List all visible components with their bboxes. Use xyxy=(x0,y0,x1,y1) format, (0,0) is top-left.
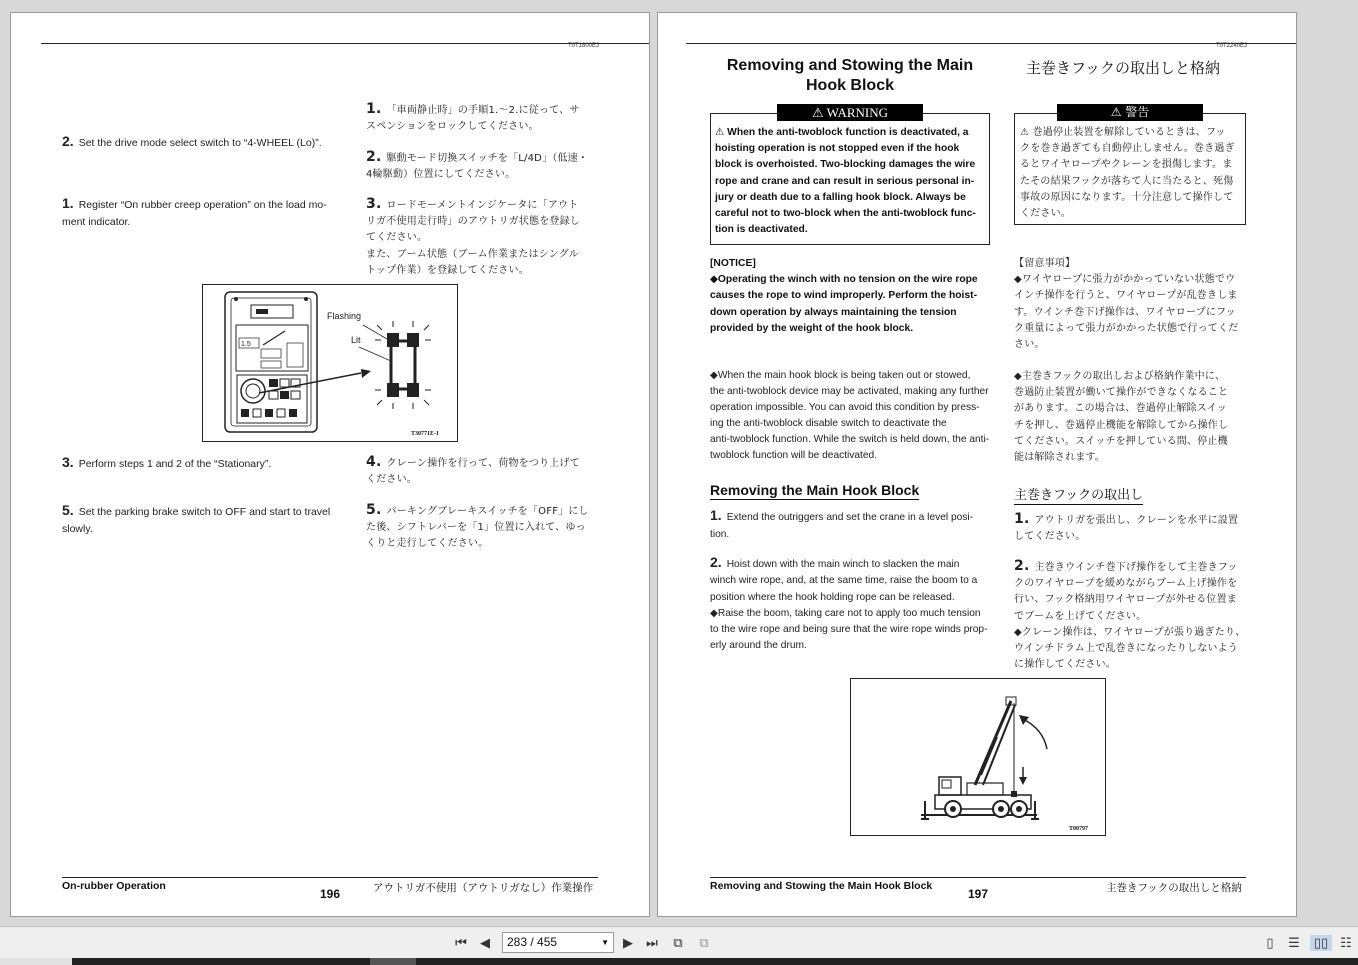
footer-rule xyxy=(710,877,1246,878)
page-title-en: Removing and Stowing the Main Hook Block xyxy=(726,57,974,94)
warning-label-jp: ⚠ 警告 xyxy=(1057,104,1203,121)
en-step-3: 3. Perform steps 1 and 2 of the “Stationary”. xyxy=(62,454,272,470)
warning-icon: ⚠ xyxy=(715,127,725,138)
page-number: 197 xyxy=(968,887,989,901)
page-number-input[interactable]: 283 / 455 ▼ xyxy=(502,932,614,953)
indicator-figure xyxy=(202,284,458,442)
crane-figure xyxy=(850,678,1106,836)
label-flashing: Flashing xyxy=(327,311,362,321)
warning-text-jp: ⚠ 巻過停止装置を解除しているときは、フッ クを巻き過ぎても自動停止しません。巻き過ぎ るとワイヤロープやクレーンを損傷します。ま たその結果フックが落ちて人に当たると、死傷 事故の原因になります。十分注意して操作して ください。 xyxy=(1020,127,1235,220)
facing-pages-icon[interactable]: ▯▯ xyxy=(1310,935,1332,951)
para-jp: ◆主巻きフックの取出しおよび格納作業中に、 巻過防止装置が働いて操作ができなくなること があります。この場合は、巻過停止解除スイッ チを押し、巻過停止機能を解除してから操作し てください。スイッチを押している間、停止機 能は解除されます。 xyxy=(1014,371,1229,464)
warning-icon: ⚠ xyxy=(811,105,824,120)
jp-step-2: 2. 駆動モード切換スイッチを「L/4D」（低速・ 4輪駆動）位置にしてください。 xyxy=(366,149,589,181)
continuous-icon[interactable]: ☰ xyxy=(1288,935,1300,950)
footer-rule xyxy=(62,877,598,878)
en-step-2: 2. Set the drive mode select switch to “4-WHEEL (Lo)”. xyxy=(62,133,322,149)
en-step-5: 5. Set the parking brake switch to OFF and start to travel slowly. xyxy=(62,502,331,535)
svg-text:1.5: 1.5 xyxy=(241,341,251,348)
step-2-jp: 2. 主巻きウインチ巻下げ操作をして主巻きフッ クのワイヤロープを緩めながらブーム上げ操作を 行い、フック格納用ワイヤロープが外せる位置ま でブームを上げてください。 ◆クレーン操作は、ワイヤロープが張り過ぎたり、 ウインチドラム上で乱巻きになったりしないよう に操作してください。 xyxy=(1014,558,1246,671)
left-page xyxy=(10,12,650,917)
next-view-icon[interactable]: ⧉ xyxy=(699,935,709,950)
notice-en: [NOTICE] ◆Operating the winch with no tension on the wire rope causes the rope to wind improperly. Perform the hoist- down operation by always maintaining the tension provided by the weight of the hook block. xyxy=(710,258,978,334)
notice-jp: 【留意事項】 ◆ワイヤロープに張力がかかっていない状態でウ インチ操作を行うと、ワイヤロープが乱巻きしま す。ウインチ巻下げ操作は、ワイヤロープにフッ ク重量によって張力がかかった状態で行ってくだ さい。 xyxy=(1014,258,1239,351)
header-rule xyxy=(41,43,649,44)
single-page-icon[interactable]: ▯ xyxy=(1266,935,1274,950)
header-rule xyxy=(686,43,1297,44)
warning-icon: ⚠ xyxy=(1020,127,1030,138)
figure-code: T30771E-1 xyxy=(411,431,440,437)
footer-left: Removing and Stowing the Main Hook Block xyxy=(710,880,933,892)
jp-step-4: 4. クレーン操作を行って、荷物をつり上げて ください。 xyxy=(366,454,580,486)
footer-right: 主巻きフックの取出しと格納 xyxy=(1106,882,1242,894)
step-1-jp: 1. アウトリガを張出し、クレーンを水平に設置 してください。 xyxy=(1014,511,1239,543)
en-step-1: 1. Register “On rubber creep operation” on the load mo- ment indicator. xyxy=(62,195,327,228)
indicator-diagram xyxy=(203,285,457,441)
scrollbar-thumb[interactable] xyxy=(370,958,416,965)
crane-diagram xyxy=(851,679,1105,835)
jp-step-5: 5. パーキングブレーキスイッチを「OFF」にし た後、シフトレバーを「1」位置に入れて、ゆっ くりと走行してください。 xyxy=(366,502,589,550)
continuous-facing-icon[interactable]: ☷ xyxy=(1340,935,1352,950)
warning-text-en: ⚠ When the anti-twoblock function is deactivated, a hoisting operation is not stopped even if the hook block is overhoisted. Two-blocking damages the wire rope and crane and can result in serious personal in- jury or death due to a falling hook block. Always be careful not to two-block when the anti-twoblock func- tion is deactivated. xyxy=(715,127,976,236)
page-title-jp: 主巻きフックの取出しと格納 xyxy=(1026,59,1220,77)
step-1-en: 1. Extend the outriggers and set the crane in a level posi- tion. xyxy=(710,507,974,540)
footer-right: アウトリガ不使用（アウトリガなし）作業操作 xyxy=(373,882,594,894)
step-2-en: 2. Hoist down with the main winch to slacken the main winch wire rope, and, at the same time, raise the boom to a position where the hook holding rope can be released. ◆Raise the boom, taking care not to apply too much tension to the wire rope and being sure that the wire rope winds prop- erly around the drum. xyxy=(710,554,988,652)
label-lit: Lit xyxy=(351,335,361,345)
figure-code: T00797 xyxy=(1069,826,1089,832)
chevron-down-icon[interactable]: ▼ xyxy=(601,938,609,947)
last-page-icon[interactable]: ⏭ xyxy=(646,935,658,950)
navigation-toolbar xyxy=(0,926,1358,958)
section-title-jp: 主巻きフックの取出し xyxy=(1014,484,1143,505)
next-page-icon[interactable]: ▶ xyxy=(623,935,633,950)
section-title-en: Removing the Main Hook Block xyxy=(710,482,920,498)
prev-page-icon[interactable]: ◀ xyxy=(480,935,490,950)
doc-id: T0T2240EJ xyxy=(1216,43,1248,49)
horizontal-scrollbar[interactable] xyxy=(72,958,1358,965)
doc-id: T0T1800EJ xyxy=(568,43,600,49)
warning-label-en: ⚠ WARNING xyxy=(777,104,923,121)
right-page xyxy=(657,12,1297,917)
first-page-icon[interactable]: ⏮ xyxy=(455,935,467,950)
jp-step-3: 3. ロードモーメントインジケータに「アウト リガ不使用走行時」のアウトリガ状態を登録し てください。 また、ブーム状態（ブーム作業またはシングル トップ作業）を登録してください。 xyxy=(366,196,580,276)
footer-left: On-rubber Operation xyxy=(62,880,166,892)
jp-step-1: 1. 「車両静止時」の手順1.～2.に従って、サ スペンションをロックしてください。 xyxy=(366,101,580,133)
page-number: 196 xyxy=(320,887,341,901)
prev-view-icon[interactable]: ⧉ xyxy=(673,935,683,950)
warning-icon: ⚠ xyxy=(1110,105,1122,119)
para-en: ◆When the main hook block is being taken out or stowed, the anti-twoblock device may be activated, making any further operation impossible. You can avoid this condition by press- ing the anti-twoblock disable switch to deactivate the anti-twoblock function. While the switch is held down, the anti- twoblock function will be deactivated. xyxy=(710,370,990,461)
